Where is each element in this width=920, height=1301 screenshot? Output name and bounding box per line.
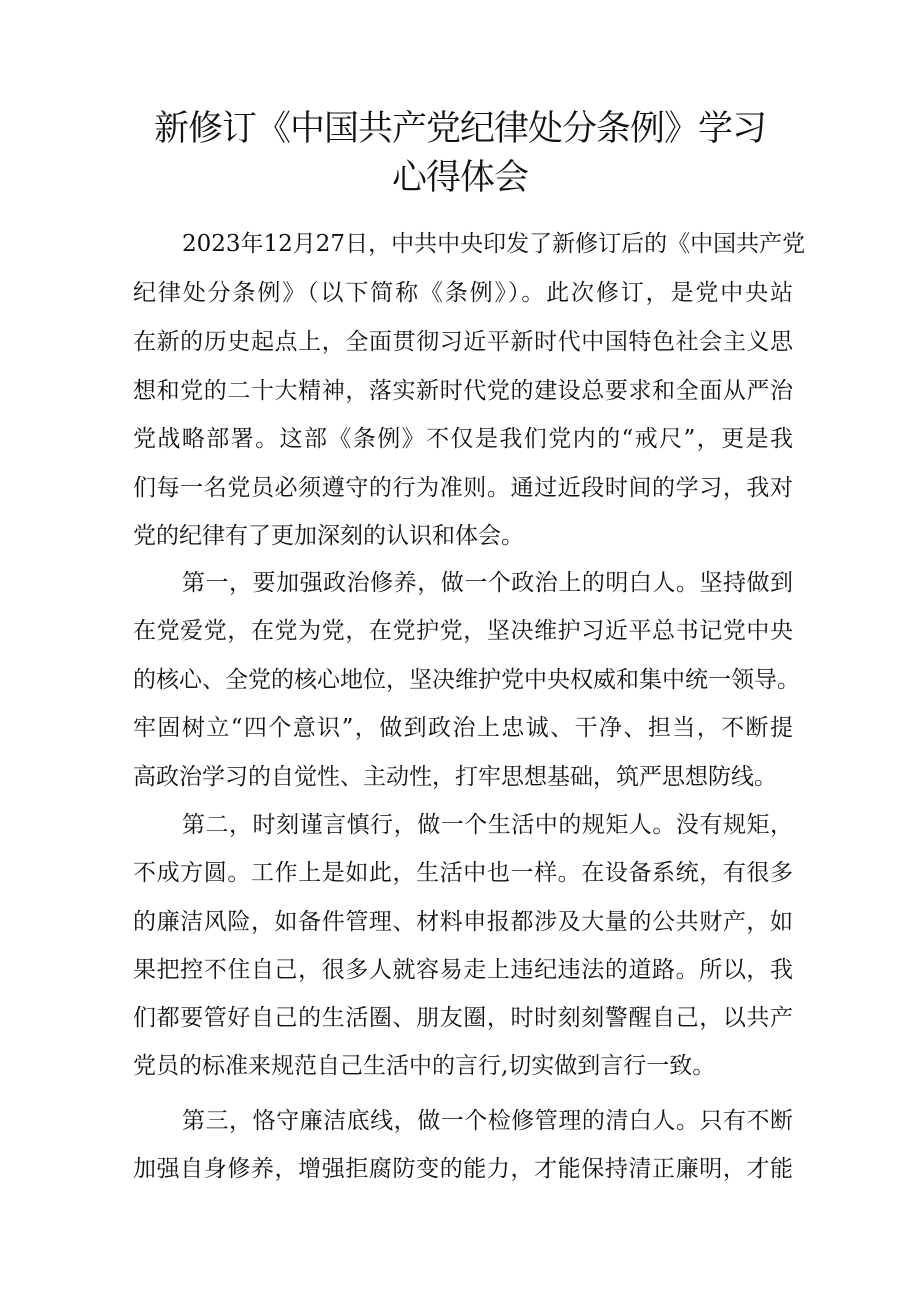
- paragraph-line: 牢固树立“四个意识”，做到政治上忠诚、干净、担当，不断提: [133, 715, 793, 741]
- paragraph-line: 们每一名党员必须遵守的行为准则。通过近段时间的学习，我对: [133, 475, 793, 501]
- paragraph-line: 党的纪律有了更加深刻的认识和体会。: [133, 523, 524, 549]
- paragraph-line: 党战略部署。这部《条例》不仅是我们党内的“戒尺”，更是我: [133, 426, 793, 452]
- document-title-line-1: 新修订《中国共产党纪律处分条例》学习: [153, 109, 766, 149]
- paragraph-line: 第二，时刻谨言慎行，做一个生活中的规矩人。没有规矩，: [182, 812, 793, 838]
- paragraph-line: 不成方圆。工作上是如此，生活中也一样。在设备系统，有很多: [133, 860, 793, 886]
- paragraph-line: 的廉洁风险，如备件管理、材料申报都涉及大量的公共财产，如: [133, 909, 793, 935]
- paragraph-line: 想和党的二十大精神，落实新时代党的建设总要求和全面从严治: [133, 378, 793, 404]
- paragraph-line: 纪律处分条例》（以下简称《条例》）。此次修订，是党中央站: [133, 280, 793, 306]
- paragraph-line: 们都要管好自己的生活圈、朋友圈，时时刻刻警醒自己，以共产: [133, 1005, 793, 1031]
- paragraph-line: 的核心、全党的核心地位，坚决维护党中央权威和集中统一领导。: [133, 667, 800, 693]
- paragraph-line: 第三，恪守廉洁底线，做一个检修管理的清白人。只有不断: [182, 1108, 793, 1134]
- paragraph-line: 党员的标准来规范自己生活中的言行,切实做到言行一致。: [133, 1053, 716, 1079]
- paragraph-line: 第一，要加强政治修养，做一个政治上的明白人。坚持做到: [182, 570, 793, 596]
- paragraph-line: 在新的历史起点上，全面贯彻习近平新时代中国特色社会主义思: [133, 329, 793, 355]
- paragraph-line: 2023年12月27日，中共中央印发了新修订后的《中国共产党: [182, 231, 806, 257]
- paragraph-line: 果把控不住自己，很多人就容易走上违纪违法的道路。所以，我: [133, 957, 793, 983]
- paragraph-line: 加强自身修养，增强拒腐防变的能力，才能保持清正廉明，才能: [133, 1156, 793, 1182]
- paragraph-line: 高政治学习的自觉性、主动性，打牢思想基础，筑严思想防线。: [133, 764, 777, 790]
- document-title-line-2: 心得体会: [391, 158, 528, 198]
- paragraph-line: 在党爱党，在党为党，在党护党，坚决维护习近平总书记党中央: [133, 618, 793, 644]
